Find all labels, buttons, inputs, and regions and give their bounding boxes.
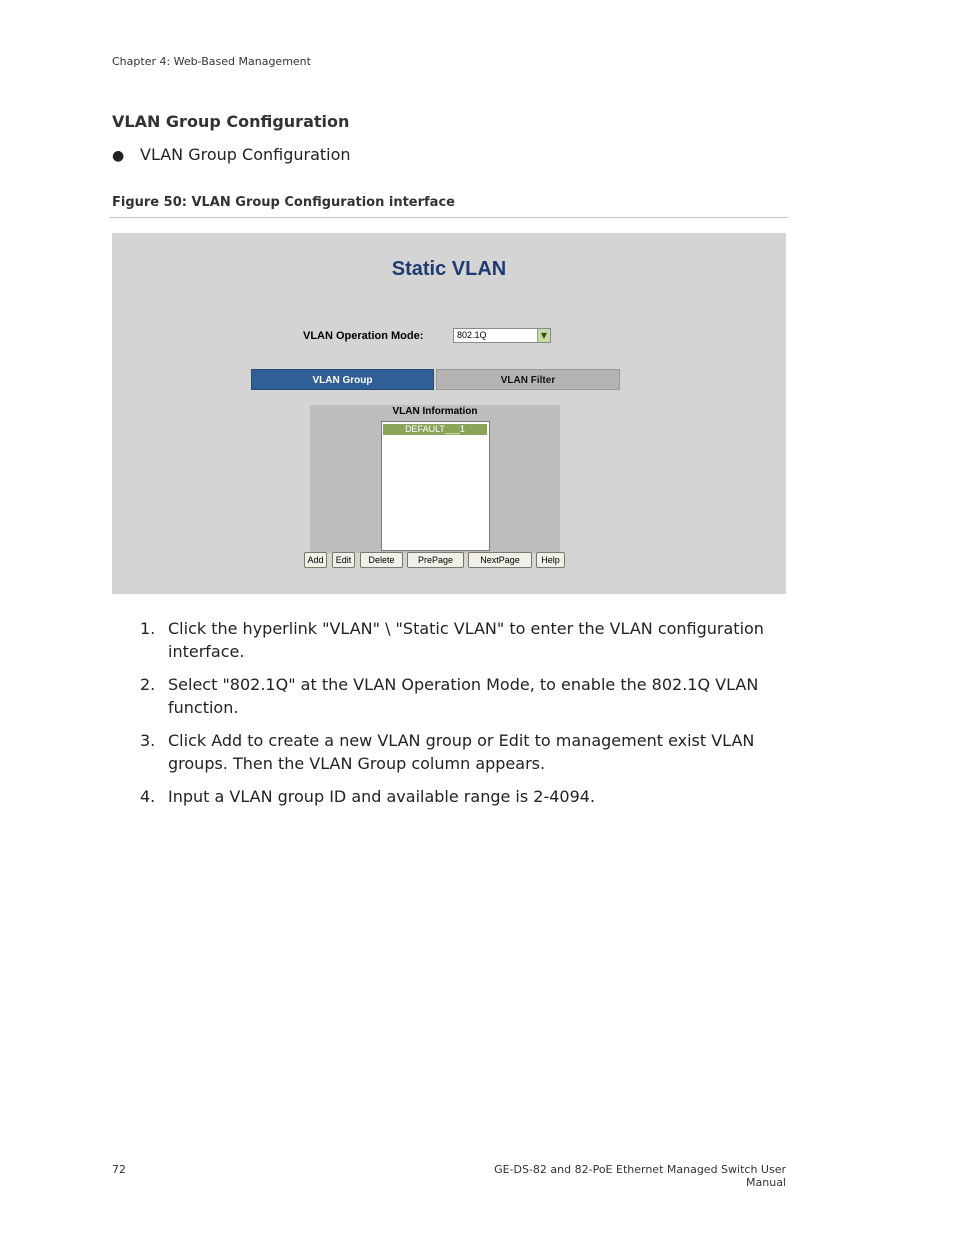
caption-divider bbox=[109, 217, 788, 218]
vlan-mode-select[interactable] bbox=[453, 328, 551, 343]
step-number: 1. bbox=[140, 619, 156, 638]
vlan-mode-value: 802.1Q bbox=[457, 330, 487, 340]
step-number: 3. bbox=[140, 731, 156, 750]
nextpage-button[interactable]: NextPage bbox=[468, 552, 532, 568]
add-button[interactable]: Add bbox=[304, 552, 327, 568]
section-title: VLAN Group Configuration bbox=[112, 112, 350, 131]
static-vlan-title: Static VLAN bbox=[391, 258, 507, 280]
bullet-icon: ● bbox=[112, 148, 125, 164]
vlan-list[interactable] bbox=[381, 421, 490, 551]
footer-title: GE-DS-82 and 82-PoE Ethernet Managed Switch User Manual bbox=[494, 1163, 786, 1189]
step-line: interface. bbox=[168, 642, 245, 661]
step-text bbox=[168, 617, 768, 663]
step-number: 4. bbox=[140, 787, 156, 806]
step-line: groups. Then the VLAN Group column appears. bbox=[168, 754, 546, 773]
vlan-mode-label: VLAN Operation Mode: bbox=[303, 330, 424, 342]
vlan-list-item[interactable]: DEFAULT___1 bbox=[383, 424, 487, 435]
figure-screenshot bbox=[112, 233, 786, 594]
edit-button[interactable]: Edit bbox=[332, 552, 355, 568]
step-line: Select "802.1Q" at the VLAN Operation Mode, to enable the 802.1Q VLAN bbox=[168, 675, 759, 694]
tab-vlan-filter[interactable]: VLAN Filter bbox=[436, 369, 620, 390]
chevron-down-icon[interactable]: ▼ bbox=[537, 329, 550, 342]
step-line: function. bbox=[168, 698, 239, 717]
figure-caption: Figure 50: VLAN Group Configuration interface bbox=[112, 195, 455, 210]
step-number: 2. bbox=[140, 675, 156, 694]
step-line: Click the hyperlink "VLAN" \ "Static VLAN" to enter the VLAN configuration bbox=[168, 619, 764, 638]
help-button[interactable]: Help bbox=[536, 552, 565, 568]
bullet-item bbox=[112, 145, 351, 164]
vlan-information-title: VLAN Information bbox=[392, 406, 478, 417]
page-number: 72 bbox=[112, 1163, 126, 1176]
tab-vlan-group[interactable]: VLAN Group bbox=[251, 369, 434, 390]
step-line: Click Add to create a new VLAN group or Edit to management exist VLAN bbox=[168, 731, 755, 750]
prepage-button[interactable]: PrePage bbox=[407, 552, 464, 568]
vlan-information-panel bbox=[310, 405, 560, 553]
step-text bbox=[168, 673, 768, 719]
bullet-text: VLAN Group Configuration bbox=[140, 145, 351, 164]
delete-button[interactable]: Delete bbox=[360, 552, 403, 568]
step-line: Input a VLAN group ID and available range is 2-4094. bbox=[168, 787, 596, 806]
chapter-header: Chapter 4: Web-Based Management bbox=[112, 55, 311, 68]
step-text bbox=[168, 729, 768, 775]
step-text bbox=[168, 785, 768, 808]
